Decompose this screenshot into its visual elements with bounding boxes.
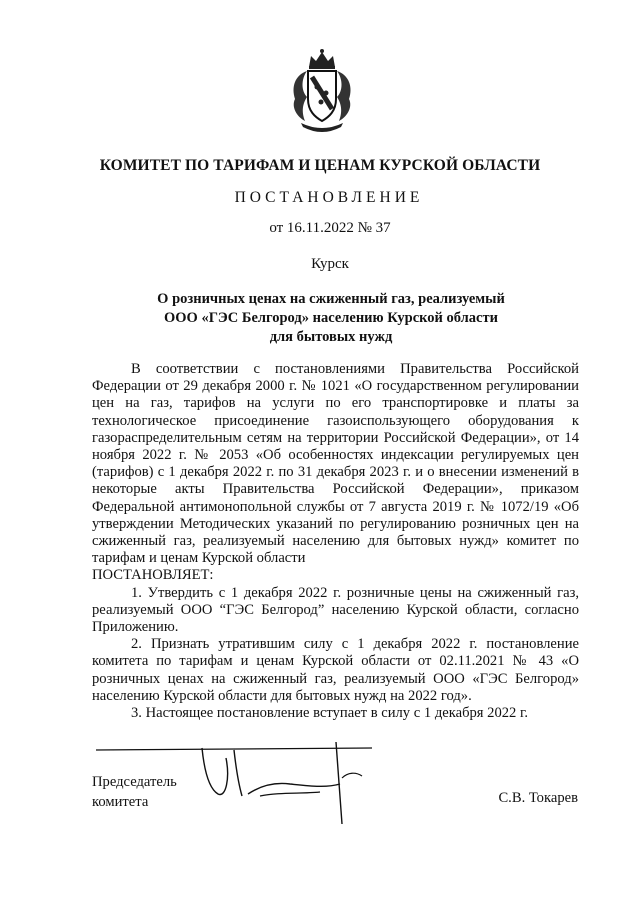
body-item-1: 1. Утвердить с 1 декабря 2022 г. розничные цены на сжиженный газ, реализуемый ООО “ГЭС Белгород” населению Курской области, согласно Приложению. <box>92 584 579 636</box>
document-subject <box>0 290 640 347</box>
coat-of-arms-emblem <box>287 47 357 133</box>
organization-title: КОМИТЕТ ПО ТАРИФАМ И ЦЕНАМ КУРСКОЙ ОБЛАСТИ <box>99 157 541 174</box>
resolves-heading: ПОСТАНОВЛЯЕТ: <box>92 567 214 584</box>
signatory-name: С.В. Токарев <box>498 790 578 806</box>
subject-line: ООО «ГЭС Белгород» населению Курской области <box>164 310 498 326</box>
document-body <box>92 361 579 722</box>
document-city: Курск <box>311 256 349 272</box>
subject-line: для бытовых нужд <box>269 329 393 345</box>
signatory-title <box>92 772 177 812</box>
subject-line: О розничных ценах на сжиженный газ, реализуемый <box>157 291 505 307</box>
body-intro-paragraph: В соответствии с постановлениями Правительства Российской Федерации от 29 декабря 2000 г. № 1021 «О государственном регулировании цен на газ, тарифов на услуги по его транспортировке и платы за технологическое присоединение газоиспользующего оборудования к газораспределительным сетям на территории Российской Федерации», от 14 ноября 2022 г. № 2053 «Об особенностях индексации регулируемых цен (тарифов) с 1 декабря 2022 г. по 31 декабря 2023 г. и о внесении изменений в некоторые акты Правительства Российской Федерации», приказом Федеральной антимонопольной службы от 7 августа 2019 г. № 1072/19 «Об утверждении Методических указаний по регулированию розничных цен на сжиженный газ, реализуемый населению для бытовых нужд» комитет по тарифам и ценам Курской области <box>92 361 579 567</box>
signatory-title-line: комитета <box>92 794 149 810</box>
body-item-3: 3. Настоящее постановление вступает в силу с 1 декабря 2022 г. <box>131 705 528 722</box>
handwritten-signature <box>190 738 390 828</box>
body-item-2: 2. Признать утратившим силу с 1 декабря 2022 г. постановление комитета по тарифам и ценам Курской области от 02.11.2021 № 43 «О розничных ценах на сжиженный газ, реализуемый ООО «ГЭС Белгород» населению Курской области для бытовых нужд на 2022 год». <box>92 636 579 704</box>
document-type: ПОСТАНОВЛЕНИЕ <box>234 189 424 206</box>
signatory-title-line: Председатель <box>92 774 177 790</box>
document-date-number: от 16.11.2022 № 37 <box>269 220 391 236</box>
